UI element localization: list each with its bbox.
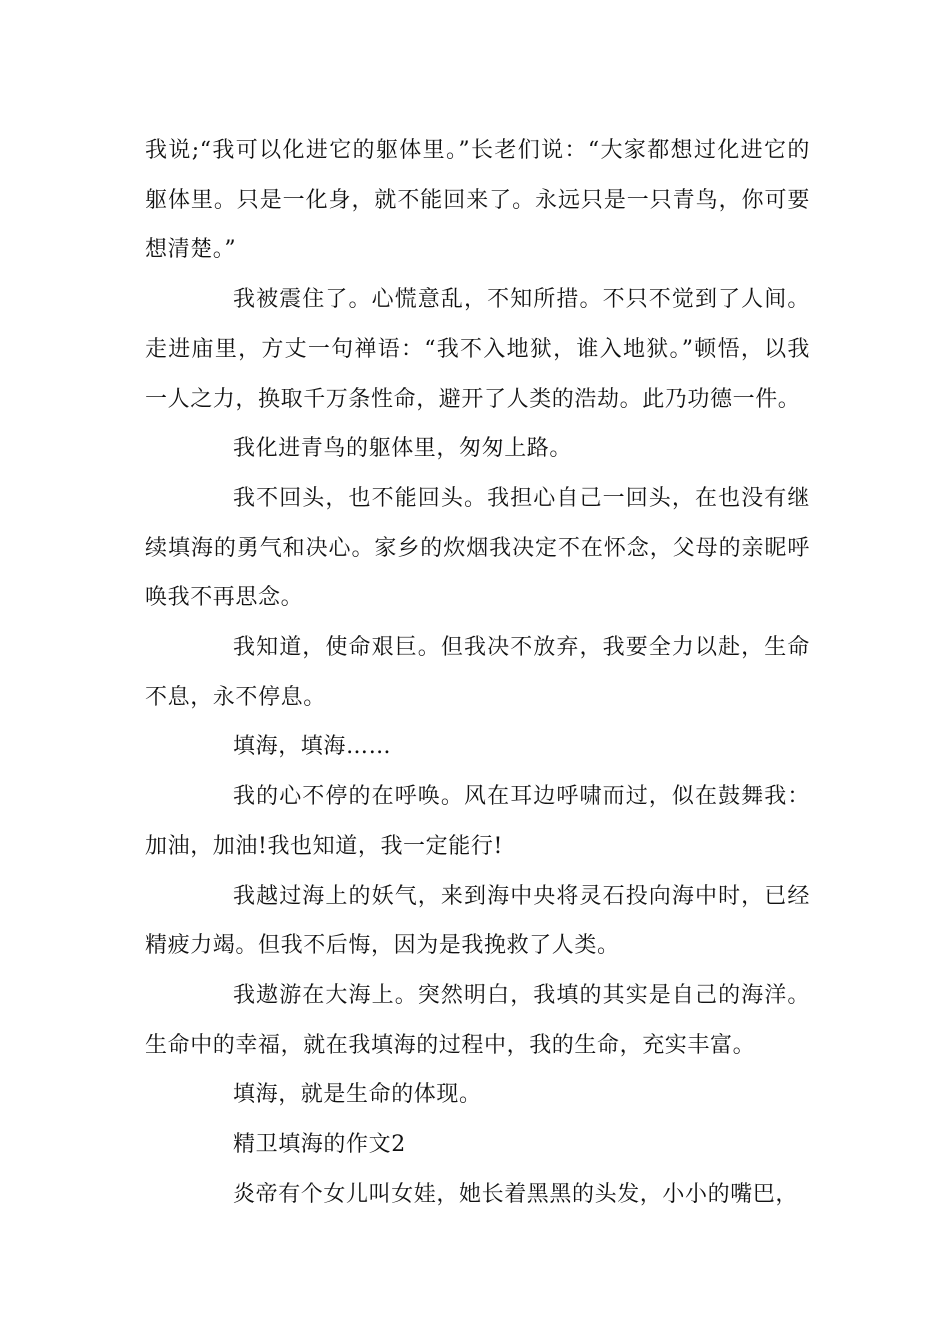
paragraph-10: 填海，就是生命的体现。 xyxy=(233,1082,482,1108)
paragraph-5: 我知道，使命艰巨。但我决不放弃，我要全力以赴，生命不息，永不停息。 xyxy=(145,635,810,710)
paragraph-3: 我化进青鸟的躯体里，匆匆上路。 xyxy=(233,436,573,462)
paragraph-2: 我被震住了。心慌意乱，不知所措。不只不觉到了人间。走进庙里，方丈一句禅语：“我不入地狱，谁入地狱。”顿悟，以我一人之力，换取千万条性命，避开了人类的浩劫。此乃功德一件。 xyxy=(145,287,810,412)
paragraph-4: 我不回头，也不能回头。我担心自己一回头，在也没有继续填海的勇气和决心。家乡的炊烟我决定不在怀念，父母的亲昵呼唤我不再思念。 xyxy=(145,485,810,611)
paragraph-1: 我说;“我可以化进它的躯体里。”长老们说：“大家都想过化进它的躯体里。只是一化身，就不能回来了。永远只是一只青鸟，你可要想清楚。” xyxy=(145,138,810,263)
paragraph-8: 我越过海上的妖气，来到海中央将灵石投向海中时，已经精疲力竭。但我不后悔，因为是我挽救了人类。 xyxy=(145,883,810,959)
paragraph-9: 我遨游在大海上。突然明白，我填的其实是自己的海洋。生命中的幸福，就在我填海的过程中，我的生命，充实丰富。 xyxy=(145,982,810,1058)
document-body xyxy=(145,126,810,1219)
paragraph-7: 我的心不停的在呼唤。风在耳边呼啸而过，似在鼓舞我：加油，加油!我也知道，我一定能行! xyxy=(145,784,810,859)
paragraph-12: 炎帝有个女儿叫女娃，她长着黑黑的头发，小小的嘴巴， xyxy=(233,1181,799,1207)
paragraph-6: 填海，填海…… xyxy=(233,734,392,760)
section-heading: 精卫填海的作文2 xyxy=(233,1132,406,1158)
